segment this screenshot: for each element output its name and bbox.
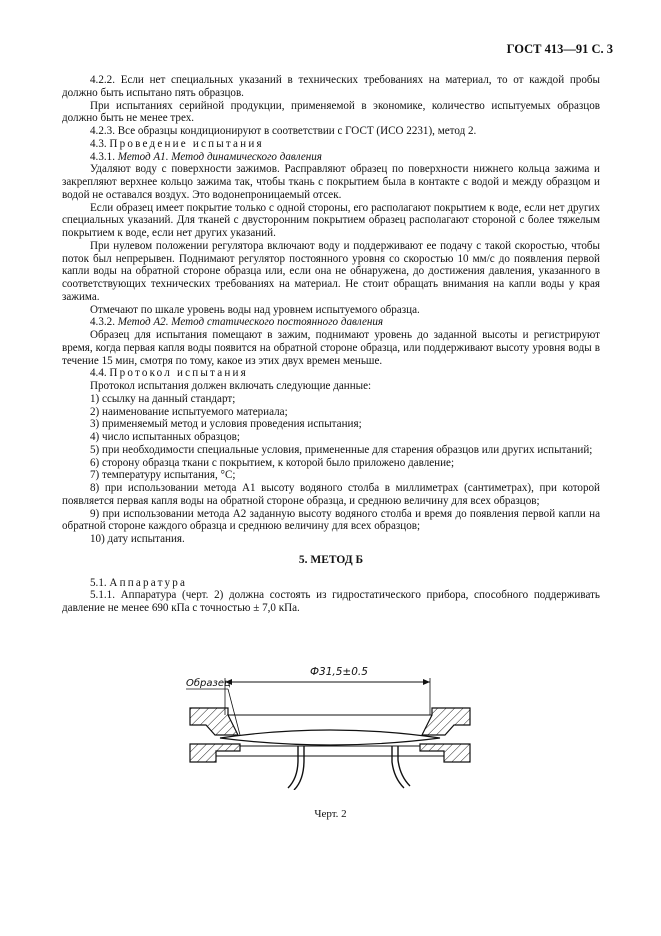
- paragraph: При нулевом положении регулятора включают воду и поддерживают ее подачу с такой скоростью, чтобы поток был непрерывен. Поднимают регулятор постоянного уровня со скоростью 10 мм/с до появления первой капли воды на обратной стороне образца или, если она не обнаружена, до достижения давления, указанного в соответствующих технических требованиях на материал. Не стоит обращать внимания на капли воды у края зажима.: [62, 239, 600, 303]
- upper-clamp-ring-left: [190, 708, 238, 735]
- sample-label: Образец: [186, 678, 231, 689]
- paragraph: 4.2.3. Все образцы кондиционируют в соответствии с ГОСТ (ИСО 2231), метод 2.: [90, 125, 477, 137]
- lower-clamp-ring-right: [420, 744, 470, 762]
- paragraph: 5.1.1. Аппаратура (черт. 2) должна состоять из гидростатического прибора, способного поддерживать давление не менее 690 кПа с точностью ± 7,0 кПа.: [62, 589, 600, 614]
- list-item: 10) дату испытания.: [90, 533, 185, 545]
- list-item: 2) наименование испытуемого материала;: [90, 405, 288, 418]
- list-item: 3) применяемый метод и условия проведения испытания;: [90, 418, 362, 431]
- section-heading-4-3-2: 4.3.2. Метод А2. Метод статического постоянного давления: [90, 316, 384, 329]
- list-item: 9) при использовании метода А2 заданную высоту водяного столба и время до появления первой капли на обратной стороне каждого образца и среднюю величину для всех образцов;: [62, 507, 600, 533]
- list-item: 5) при необходимости специальные условия, примененные для старения образцов или других испытаний;: [90, 443, 593, 456]
- water-pipe-left: [288, 746, 298, 788]
- paragraph: 4.2.2. Если нет специальных указаний в технических требованиях на материал, то от каждой пробы должно быть испытано пять образцов.: [62, 74, 600, 99]
- upper-clamp-ring-right: [422, 708, 470, 735]
- paragraph: Образец для испытания помещают в зажим, поднимают уровень до заданной высоты и регистрируют время, когда первая капля воды появится на обратной стороне образца, или поддерживают высоту уровня воды в течение 15 мин, смотря по тому, какое из этих двух времен меньше.: [62, 329, 600, 367]
- paragraph: Отмечают по шкале уровень воды над уровнем испытуемого образца.: [90, 303, 420, 316]
- section-title-method-b: 5. МЕТОД Б: [298, 553, 364, 566]
- paragraph: Удаляют воду с поверхности зажимов. Расправляют образец по поверхности нижнего кольца зажима и закрепляют верхнее кольцо зажима так, чтобы ткань с покрытием была в контакте с водой и между образцом и водой не оставался воздух. Это водонепроницаемый отсек.: [62, 163, 600, 201]
- dimension-arrow-right: [423, 679, 430, 685]
- page-header: ГОСТ 413—91 С. 3: [506, 42, 613, 56]
- paragraph: При испытаниях серийной продукции, применяемой в экономике, количество испытуемых образцов должно быть не менее трех.: [62, 99, 600, 125]
- list-item: 4) число испытанных образцов;: [90, 431, 240, 443]
- paragraph: Протокол испытания должен включать следующие данные:: [90, 380, 372, 392]
- list-item: 6) сторону образца ткани с покрытием, к которой было приложено давление;: [90, 456, 455, 469]
- document-body: [62, 74, 600, 615]
- dimension-label: Ф31,5±0.5: [310, 666, 368, 678]
- list-item: 8) при использовании метода А1 высоту водяного столба в миллиметрах (сантиметрах), при которой появляется первая капля воды на обратной стороне образца, и среднюю величину для всех образцов;: [62, 482, 600, 507]
- list-item: 1) ссылку на данный стандарт;: [90, 392, 236, 405]
- apparatus-drawing: [180, 660, 480, 790]
- section-heading-4-4: 4.4. Протокол испытания: [90, 367, 248, 380]
- list-item: 7) температуру испытания, °С;: [90, 469, 236, 482]
- lower-clamp-ring-left: [190, 744, 240, 762]
- section-heading-4-3-1: 4.3.1. Метод А1. Метод динамического давления: [90, 150, 322, 163]
- paragraph: Если образец имеет покрытие только с одной стороны, его располагают покрытием к воде, если нет других специальных указаний. Для тканей с двусторонним покрытием образец располагают стороной с более тяжелым покрытием к воде, если нет других указаний.: [62, 201, 600, 239]
- section-heading-4-3: 4.3. Проведение испытания: [90, 137, 264, 150]
- section-heading-5-1: 5.1. Аппаратура: [90, 576, 188, 589]
- figure-caption: Черт. 2: [314, 808, 347, 820]
- sample-membrane: [220, 730, 440, 745]
